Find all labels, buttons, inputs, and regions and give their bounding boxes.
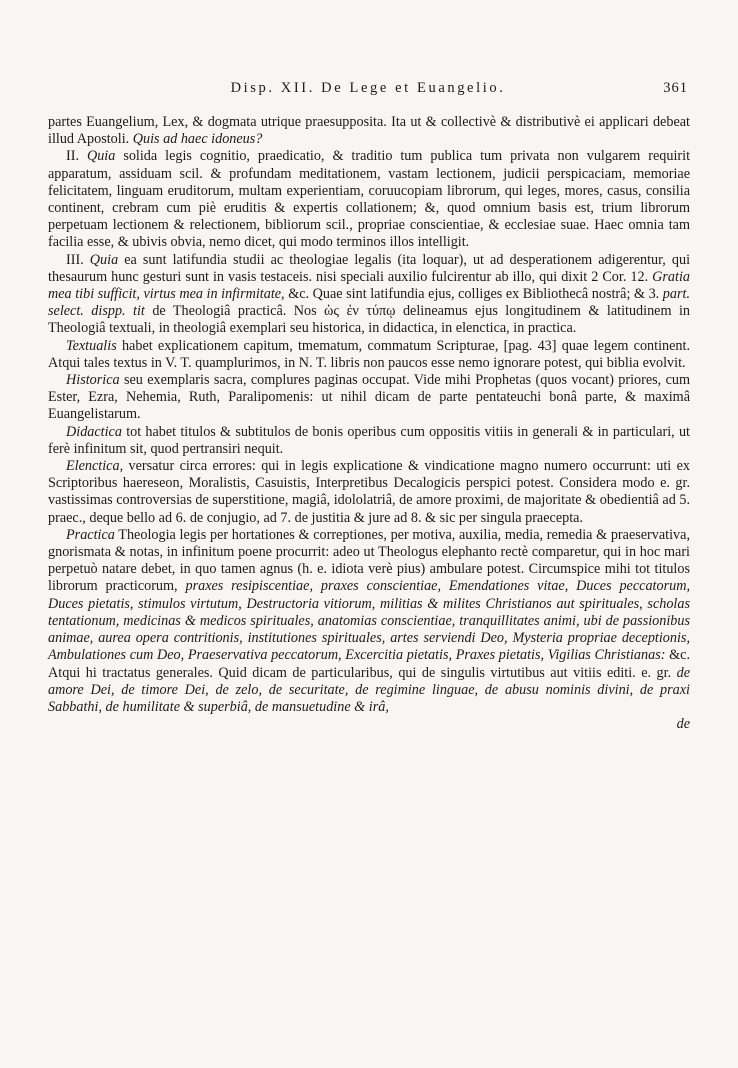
lead-word: Historica [66, 372, 120, 389]
paragraph-textualis [48, 338, 690, 372]
paragraph-text: de Theologiâ practicâ. Nos ὡς ἐν τύπῳ delineamus ejus longitudinem & latitudinem in Theologiâ textuali, in theologiâ exemplari seu historica, in didactica, in elenctica, in practica. [48, 303, 691, 337]
running-title: Disp. XII. De Lege et Euangelio. [230, 80, 506, 96]
paragraph-text: tot habet titulos & subtitulos de bonis operibus cum oppositis vitiis in generali & in particulari, ut ferè infinitum sit, quod pertransiri nequit. [48, 423, 690, 457]
italic-topics: de amore Dei, de timore Dei, de zelo, de securitate, de regimine linguae, de abusu nominis divini, de praxi Sabbathi, de humilitate & superbiâ, de mansuetudine & irâ, [48, 664, 690, 715]
paragraph-text: seu exemplaris sacra, complures paginas occupat. Vide mihi Prophetas (quos vocant) priores, cum Ester, Ezra, Nehemia, Ruth, Paralipomenis: ut nihil dicam de parte pentateuchi bonâ parte, & maximâ Euangelistarum. [48, 372, 691, 423]
paragraph-text: versatur circa errores: qui in legis explicatione & vindicatione magno numero occurrunt: uti ex Scriptoribus haereseon, Moralistis, Casuistis, Interpretibus Decalogicis perspici potest. Considera modo e. gr. vastissimas controversias de superstitione, magiâ, idololatriâ, de amore proximi, de majoritate & obedientiâ ad 5. praec., deque bello ad 6. de conjugio, ad 7. de justitia & jure ad 8. & sic per singula praecepta. [48, 458, 690, 526]
section-number: II. [66, 148, 79, 165]
section-number: III. [66, 251, 84, 268]
paragraph-text: &c. Atqui hi tractatus generales. Quid dicam de particularibus, qui de singulis virtutibus aut vitiis editi. e. gr. [48, 647, 691, 681]
paragraph-iii [48, 252, 690, 338]
lead-word: Didactica [66, 423, 122, 440]
paragraph-text: &c. Quae sint latifundia ejus, colliges ex Bibliothecâ nostrâ; & 3. [288, 286, 660, 303]
paragraph-text: habet explicationem capitum, tmematum, commatum Scripturae, [pag. 43] quae legem continent. Atqui tales textus in V. T. quamplurimos, in N. T. libris non paucos esse nemo ignorare potest, qui biblia evolvit. [48, 337, 690, 371]
paragraph-text: partes Euangelium, Lex, & dogmata utrique praesupposita. Ita ut & collectivè & distributivè ei applicari debeat illud Apostoli. [48, 114, 690, 148]
paragraph-text: ea sunt latifundia studii ac theologiae legalis (ita loquar), ut ad desperationem adigerentur, qui thesaurum hunc gesturi sunt in vasis testaceis. nisi speciali auxilio fulcirentur ab illo, qui dixit 2 Cor. 12. [48, 251, 691, 285]
paragraph-text: Theologia legis per hortationes & correptiones, per motiva, auxilia, media, remedia & praeservativa, gnorismata & notas, in infinitum poene procurrit: adeo ut Theologus elephanto rectè comparetur, qui in hoc mari perpetuò natare debet, in quo tamen agnus (h. e. idiota verè pius) ambulare potest. Circumspice mihi tot titulos librorum practicorum, [48, 526, 690, 595]
italic-quote: Quis ad haec idoneus? [132, 131, 263, 148]
italic-reference: part. select. dispp. tit [48, 286, 690, 320]
paragraph-historica [48, 372, 690, 424]
paragraph-practica [48, 527, 690, 716]
italic-quote: Gratia mea tibi sufficit, virtus mea in infirmitate, [48, 268, 690, 303]
lead-word: Practica [66, 526, 115, 543]
lead-word: Textualis [66, 337, 117, 354]
paragraph-text: solida legis cognitio, praedicatio, & traditio tum publica tum privata non vulgarem requirit apparatum, assiduam scil. & profundam meditationem, vastam lectionem, judicii perspicaciam, memoriae felicitatem, linguam eruditorum, multam experientiam, coruucopiam librorum, qui leges, mores, casus, consilia continent, crebram cum piè eruditis & expertis collationem; &, quod omnium basis est, trium librorum perpetuam lectionem & relectionem, bibliorum scil., propriae conscientiae, & ecclesiae suae. Haec omnia tam facilia esse, & ubivis obvia, nemo dicet, qui modo terminos illos intelligit. [48, 148, 691, 251]
italic-book-titles: praxes resipiscentiae, praxes conscientiae, Emendationes vitae, Duces peccatorum, Duces pietatis, stimulos virtutum, Destructoria vitiorum, militias & milites Christianos aut spirituales, scholas tentationum, medicinas & medicos spirituales, anatomias conscientiae, tranquillitates animi, ubi de passionibus animae, aurea opera contritionis, institutiones spirituales, artes serviendi Deo, Mysteria propriae deceptionis, Ambulationes cum Deo, Praeservativa peccatorum, Excercitia pietatis, Praxes pietatis, Vigilias Christianas: [48, 578, 690, 664]
page-number: 361 [663, 80, 688, 96]
running-header [48, 80, 688, 104]
paragraph-ii [48, 148, 690, 251]
lead-word: Elenctica, [66, 458, 124, 475]
lead-word: Quia [89, 251, 119, 268]
lead-word: Quia [86, 148, 116, 165]
page-body [48, 114, 690, 733]
paragraph-elenctica [48, 458, 690, 527]
catchword: de [676, 716, 690, 733]
paragraph-didactica [48, 424, 690, 458]
paragraph-continuation [48, 114, 690, 148]
